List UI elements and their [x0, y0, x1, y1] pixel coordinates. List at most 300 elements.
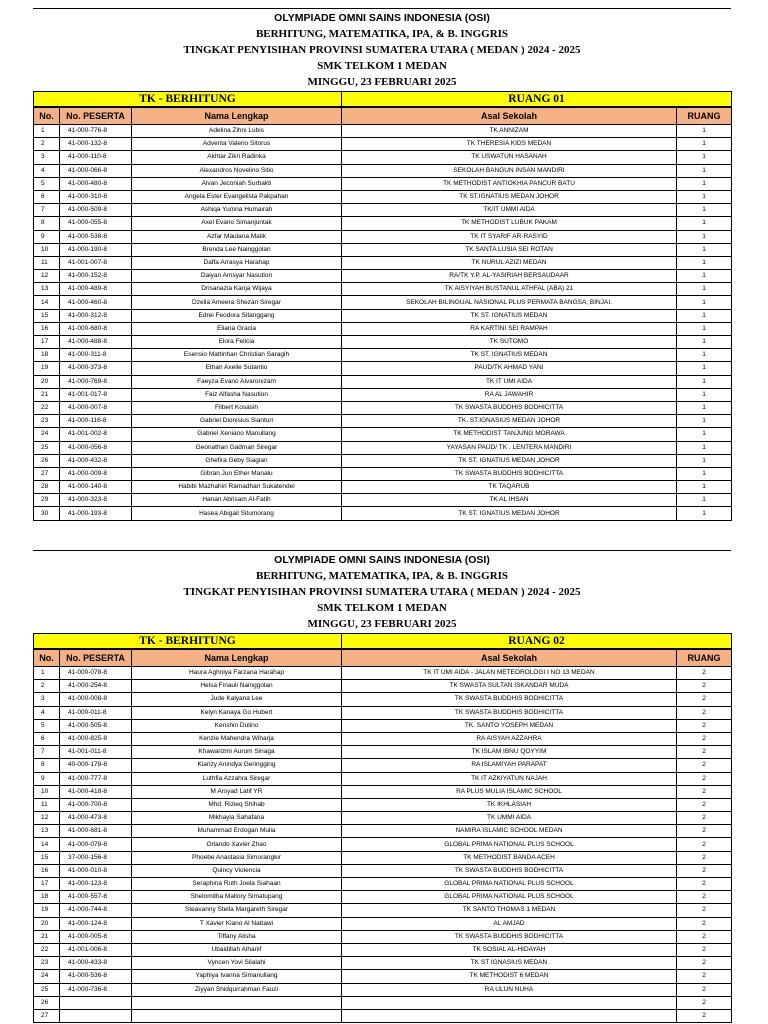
- table-row: [34, 362, 732, 375]
- room-number: 1: [677, 256, 732, 269]
- subjects-line: BERHITUNG, MATEMATIKA, IPA, & B. INGGRIS: [255, 28, 509, 40]
- row-number: 17: [34, 878, 60, 891]
- participant-number: 41-000-777-8: [60, 772, 132, 785]
- participant-name: Vyncen Yovi Silalahi: [132, 957, 342, 970]
- category-room-banner: [33, 91, 732, 107]
- school-name: TK ST.IGNATIUS MEDAN JOHOR: [342, 190, 677, 203]
- room-number: 2: [677, 798, 732, 811]
- school-name: TK IT AZKIYATUN NAJAH: [342, 772, 677, 785]
- participant-table: [33, 107, 732, 521]
- row-number: 15: [34, 851, 60, 864]
- school-name: [342, 1009, 677, 1022]
- school-name: TK THERESIA KIDS MEDAN: [342, 138, 677, 151]
- school-name: TK IT UMI AIDA - JALAN METEOROLOGI I NO 13 MEDAN: [342, 667, 677, 680]
- room-number: 1: [677, 507, 732, 520]
- participant-name: Angela Ester Evangelista Pakpahan: [132, 190, 342, 203]
- table-row: [34, 996, 732, 1009]
- school-name: TK METHODIST 6 MEDAN: [342, 970, 677, 983]
- table-row: [34, 706, 732, 719]
- participant-name: Kelyn Kanaya Go Hubert: [132, 706, 342, 719]
- event-title: OLYMPIADE OMNI SAINS INDONESIA (OSI): [274, 12, 490, 24]
- participant-number: 41-000-066-8: [60, 164, 132, 177]
- col-peserta-header: No. PESERTA: [60, 650, 132, 667]
- participant-number: 37-000-156-8: [60, 851, 132, 864]
- participant-number: 41-000-010-8: [60, 864, 132, 877]
- participant-name: Ubaidillah Alhanif: [132, 943, 342, 956]
- col-nama-header: Nama Lengkap: [132, 650, 342, 667]
- participant-name: Brenda Lee Nainggolan: [132, 243, 342, 256]
- participant-number: 41-000-009-8: [60, 467, 132, 480]
- room-number: 1: [677, 164, 732, 177]
- room-number: 1: [677, 296, 732, 309]
- participant-number: 41-000-190-8: [60, 243, 132, 256]
- participant-number: 41-000-460-8: [60, 296, 132, 309]
- row-number: 5: [34, 177, 60, 190]
- room-number: 2: [677, 667, 732, 680]
- school-name: TK SANTA LUSIA SEI ROTAN: [342, 243, 677, 256]
- row-number: 11: [34, 798, 60, 811]
- room-number: 1: [677, 441, 732, 454]
- table-row: [34, 957, 732, 970]
- participant-name: Elora Felicia: [132, 336, 342, 349]
- participant-name: Daiyan Amsyar Nasution: [132, 270, 342, 283]
- participant-number: 41-000-489-8: [60, 283, 132, 296]
- school-name: NAMIRA ISLAMIC SCHOOL MEDAN: [342, 825, 677, 838]
- room-number: 2: [677, 1009, 732, 1022]
- row-number: 26: [34, 454, 60, 467]
- participant-number: 41-000-700-8: [60, 798, 132, 811]
- participant-number: 41-000-680-8: [60, 322, 132, 335]
- participant-name: Haura Aghniya Farzana Harahap: [132, 667, 342, 680]
- participant-name: Daffa Arrasya Harahap: [132, 256, 342, 269]
- school-name: TK ST. IGNATIUS MEDAN JOHOR: [342, 507, 677, 520]
- table-row: [34, 772, 732, 785]
- room-number: 1: [677, 375, 732, 388]
- participant-name: Eliana Gracia: [132, 322, 342, 335]
- table-row: [34, 322, 732, 335]
- school-name: TK METHODIST ANTIOKHIA PANCUR BATU: [342, 177, 677, 190]
- table-row: [34, 983, 732, 996]
- school-name: TK SOSIAL AL-HIDAYAH: [342, 943, 677, 956]
- participant-name: Adventa Valerio Sitorus: [132, 138, 342, 151]
- row-number: 2: [34, 138, 60, 151]
- row-number: 8: [34, 759, 60, 772]
- room-number: 1: [677, 125, 732, 138]
- row-number: 8: [34, 217, 60, 230]
- participant-name: Quincy Violencia: [132, 864, 342, 877]
- participant-number: 41-000-769-8: [60, 375, 132, 388]
- participant-number: 41-000-505-8: [60, 719, 132, 732]
- participant-number: 41-000-110-8: [60, 151, 132, 164]
- table-row: [34, 917, 732, 930]
- school-name: SEKOLAH BANGUN INSAN MANDIRI: [342, 164, 677, 177]
- row-number: 9: [34, 230, 60, 243]
- table-row: [34, 851, 732, 864]
- room-number: 2: [677, 838, 732, 851]
- participant-name: Alvan Jeconiah Surbakti: [132, 177, 342, 190]
- table-row: [34, 270, 732, 283]
- table-row: [34, 878, 732, 891]
- participant-number: 41-000-005-8: [60, 930, 132, 943]
- room-number: 1: [677, 138, 732, 151]
- participant-number: 41-000-311-8: [60, 349, 132, 362]
- school-name: RA ULUN NUHA: [342, 983, 677, 996]
- participant-name: Geonathan Gadman Siregar: [132, 441, 342, 454]
- participant-name: Seraphina Ruth Joela Siahaan: [132, 878, 342, 891]
- row-number: 30: [34, 507, 60, 520]
- row-number: 13: [34, 283, 60, 296]
- room-number: 1: [677, 467, 732, 480]
- participant-number: 41-000-116-8: [60, 415, 132, 428]
- row-number: 23: [34, 415, 60, 428]
- participant-number: 41-000-323-8: [60, 494, 132, 507]
- participant-number: 41-000-538-8: [60, 230, 132, 243]
- category-label: TK - BERHITUNG: [34, 92, 342, 107]
- participant-number: 41-000-480-8: [60, 177, 132, 190]
- participant-number: 41-000-373-8: [60, 362, 132, 375]
- table-row: [34, 309, 732, 322]
- table-row: [34, 838, 732, 851]
- col-sekolah-header: Asal Sekolah: [342, 108, 677, 125]
- row-number: 26: [34, 996, 60, 1009]
- school-name: TK IT SYARIF AR-RASYID: [342, 230, 677, 243]
- participant-name: Dzelia Ameera Shezan Siregar: [132, 296, 342, 309]
- school-name: GLOBAL PRIMA NATIONAL PLUS SCHOOL: [342, 891, 677, 904]
- table-row: [34, 177, 732, 190]
- participant-number: 41-001-002-8: [60, 428, 132, 441]
- row-number: 29: [34, 494, 60, 507]
- participant-name: Luthfia Azzahra Siregar: [132, 772, 342, 785]
- row-number: 16: [34, 322, 60, 335]
- participant-number: 41-000-011-8: [60, 706, 132, 719]
- table-row: [34, 798, 732, 811]
- top-divider: [33, 550, 731, 551]
- school-name: TK. SANTO YOSEPH MEDAN: [342, 719, 677, 732]
- room-number: 2: [677, 983, 732, 996]
- participant-name: Phoebe Anastasia Simorangkir: [132, 851, 342, 864]
- participant-name: Mikhayla Sahafana: [132, 812, 342, 825]
- table-row: [34, 441, 732, 454]
- room-number: 2: [677, 970, 732, 983]
- participant-name: M Arsyad Latif YR: [132, 785, 342, 798]
- room-number: 2: [677, 680, 732, 693]
- table-row: [34, 336, 732, 349]
- school-name: [342, 996, 677, 1009]
- row-number: 5: [34, 719, 60, 732]
- participant-name: Helsa Finauli Nainggolan: [132, 680, 342, 693]
- school-name: RA PLUS MULIA ISLAMIC SCHOOL: [342, 785, 677, 798]
- room-number: 2: [677, 732, 732, 745]
- school-name: TK SWASTA BUDDHIS BODHICITTA: [342, 693, 677, 706]
- school-name: TK METHODIST BANDA ACEH: [342, 851, 677, 864]
- participant-number: 41-001-017-8: [60, 388, 132, 401]
- participant-name: Shelomitha Mallory Simatupang: [132, 891, 342, 904]
- room-section-1: [33, 8, 731, 521]
- school-name: TK SWASTA BUDDHIS BODHICITTA: [342, 467, 677, 480]
- participant-name: Alexandros Novelino Sitio: [132, 164, 342, 177]
- school-name: TK ANNIZAM: [342, 125, 677, 138]
- participant-name: Ashiqa Yumna Humairah: [132, 204, 342, 217]
- room-number: 2: [677, 943, 732, 956]
- row-number: 3: [34, 693, 60, 706]
- school-name: TK UMMI AIDA: [342, 812, 677, 825]
- participant-number: 41-000-055-8: [60, 217, 132, 230]
- participant-name: Drisanazia Kanja Wijaya: [132, 283, 342, 296]
- participant-table: [33, 649, 732, 1023]
- participant-name: Gabriel Xeniano Manullang: [132, 428, 342, 441]
- participant-name: Faiz Alfasha Nasution: [132, 388, 342, 401]
- table-row: [34, 138, 732, 151]
- row-number: 22: [34, 943, 60, 956]
- school-name: RA AL JAWAHIR: [342, 388, 677, 401]
- date-line: MINGGU, 23 FEBRUARI 2025: [307, 618, 457, 630]
- table-row: [34, 864, 732, 877]
- participant-name: Khawarizmi Aurum Sinaga: [132, 746, 342, 759]
- participant-name: [132, 1009, 342, 1022]
- participant-name: Ghefira Geby Siagian: [132, 454, 342, 467]
- category-room-banner: [33, 633, 732, 649]
- table-row: [34, 891, 732, 904]
- participant-number: 41-000-254-8: [60, 680, 132, 693]
- school-name: TK SWASTA BUDDHIS BODHICITTA: [342, 930, 677, 943]
- participant-name: Kenzie Mahendra Wiharja: [132, 732, 342, 745]
- participant-name: Faeyza Evano Alvaronizam: [132, 375, 342, 388]
- school-name: TK AISYIYAH BUSTANUL ATHFAL (ABA) 21: [342, 283, 677, 296]
- school-name: RA ISLAMIYAH PARAPAT: [342, 759, 677, 772]
- room-number: 1: [677, 177, 732, 190]
- participant-number: 41-000-079-8: [60, 838, 132, 851]
- table-row: [34, 825, 732, 838]
- participant-number: 41-000-744-8: [60, 904, 132, 917]
- participant-name: Gibran Jun Ether Manalu: [132, 467, 342, 480]
- room-number: 2: [677, 772, 732, 785]
- room-number: 2: [677, 996, 732, 1009]
- participant-number: 41-000-509-8: [60, 204, 132, 217]
- row-number: 25: [34, 441, 60, 454]
- row-number: 10: [34, 785, 60, 798]
- participant-number: 41-000-132-8: [60, 138, 132, 151]
- row-number: 18: [34, 349, 60, 362]
- room-number: 1: [677, 349, 732, 362]
- room-number: 1: [677, 481, 732, 494]
- document-header: [33, 11, 731, 90]
- room-number: 2: [677, 719, 732, 732]
- row-number: 3: [34, 151, 60, 164]
- table-row: [34, 494, 732, 507]
- row-number: 18: [34, 891, 60, 904]
- participant-number: 41-000-123-8: [60, 878, 132, 891]
- row-number: 27: [34, 1009, 60, 1022]
- room-number: 1: [677, 494, 732, 507]
- school-name: TK SWASTA SULTAN ISKANDAR MUDA: [342, 680, 677, 693]
- participant-number: 41-000-152-8: [60, 270, 132, 283]
- row-number: 6: [34, 190, 60, 203]
- participant-number: 41-000-557-8: [60, 891, 132, 904]
- participant-name: Yaphiya Ivanna Simanullang: [132, 970, 342, 983]
- row-number: 19: [34, 904, 60, 917]
- row-number: 12: [34, 812, 60, 825]
- col-ruang-header: RUANG: [677, 108, 732, 125]
- row-number: 4: [34, 706, 60, 719]
- table-row: [34, 454, 732, 467]
- row-number: 21: [34, 388, 60, 401]
- room-number: 2: [677, 746, 732, 759]
- table-row: [34, 428, 732, 441]
- row-number: 17: [34, 336, 60, 349]
- school-name: TK TAQARUB: [342, 481, 677, 494]
- table-row: [34, 415, 732, 428]
- row-number: 11: [34, 256, 60, 269]
- table-row: [34, 759, 732, 772]
- participant-name: Habibi Mazhahiri Ramadhan Sukatendel: [132, 481, 342, 494]
- row-number: 13: [34, 825, 60, 838]
- table-row: [34, 217, 732, 230]
- school-name: RA KARTINI SEI RAMPAH: [342, 322, 677, 335]
- top-divider: [33, 8, 731, 9]
- school-name: TK ST IGNASIUS MEDAN: [342, 957, 677, 970]
- school-name: TK SWASTA BUDDHIS BODHICITTA: [342, 864, 677, 877]
- row-number: 10: [34, 243, 60, 256]
- row-number: 9: [34, 772, 60, 785]
- school-name: TK METHODIST TANJUNG MORAWA: [342, 428, 677, 441]
- participant-name: Axel Evano Simanjuntak: [132, 217, 342, 230]
- room-number: 1: [677, 454, 732, 467]
- table-row: [34, 125, 732, 138]
- room-number: 1: [677, 283, 732, 296]
- col-peserta-header: No. PESERTA: [60, 108, 132, 125]
- participant-number: [60, 1009, 132, 1022]
- row-number: 20: [34, 375, 60, 388]
- room-number: 2: [677, 693, 732, 706]
- row-number: 4: [34, 164, 60, 177]
- participant-name: Akhtar Zikri Radinka: [132, 151, 342, 164]
- participant-name: [132, 996, 342, 1009]
- room-number: 2: [677, 851, 732, 864]
- row-number: 2: [34, 680, 60, 693]
- table-row: [34, 151, 732, 164]
- room-number: 1: [677, 336, 732, 349]
- table-row: [34, 243, 732, 256]
- participant-number: 41-000-310-8: [60, 190, 132, 203]
- row-number: 16: [34, 864, 60, 877]
- school-name: TK/IT UMMI AIDA: [342, 204, 677, 217]
- participant-number: 41-000-418-8: [60, 785, 132, 798]
- table-row: [34, 388, 732, 401]
- table-row: [34, 904, 732, 917]
- school-name: TK METHODIST LUBUK PAKAM: [342, 217, 677, 230]
- table-row: [34, 943, 732, 956]
- table-row: [34, 667, 732, 680]
- row-number: 1: [34, 667, 60, 680]
- room-number: 1: [677, 270, 732, 283]
- participant-number: 40-000-179-8: [60, 759, 132, 772]
- room-section-2: [33, 550, 731, 1023]
- participant-number: 41-000-008-8: [60, 693, 132, 706]
- participant-name: Hanan Abrisam Al-Fatih: [132, 494, 342, 507]
- event-title: OLYMPIADE OMNI SAINS INDONESIA (OSI): [274, 554, 490, 566]
- school-name: AL AMJAD: [342, 917, 677, 930]
- col-no-header: No.: [34, 108, 60, 125]
- row-number: 12: [34, 270, 60, 283]
- participant-number: 41-000-124-8: [60, 917, 132, 930]
- participant-number: 41-001-007-8: [60, 256, 132, 269]
- room-number: 1: [677, 230, 732, 243]
- row-number: 21: [34, 930, 60, 943]
- school-name: TK SWASTA BUDDHIS BODHICITTA: [342, 706, 677, 719]
- row-number: 1: [34, 125, 60, 138]
- participant-number: 41-000-078-8: [60, 667, 132, 680]
- participant-number: 41-000-312-8: [60, 309, 132, 322]
- table-row: [34, 970, 732, 983]
- participant-number: 41-000-736-8: [60, 983, 132, 996]
- room-number: 1: [677, 309, 732, 322]
- room-label: RUANG 01: [342, 92, 732, 107]
- participant-name: Tiffany Alisha: [132, 930, 342, 943]
- room-number: 1: [677, 415, 732, 428]
- school-name: PAUD/TK AHMAD YANI: [342, 362, 677, 375]
- school-name: YAYASAN PAUD/ TK . LENTERA MANDIRI: [342, 441, 677, 454]
- room-number: 1: [677, 388, 732, 401]
- table-row: [34, 164, 732, 177]
- participant-number: 41-000-681-8: [60, 825, 132, 838]
- participant-number: 41-000-536-8: [60, 970, 132, 983]
- room-number: 2: [677, 785, 732, 798]
- row-number: 24: [34, 970, 60, 983]
- table-row: [34, 746, 732, 759]
- table-row: [34, 680, 732, 693]
- participant-number: 41-000-007-8: [60, 401, 132, 414]
- table-row: [34, 732, 732, 745]
- venue-line: SMK TELKOM 1 MEDAN: [317, 602, 447, 614]
- row-number: 23: [34, 957, 60, 970]
- row-number: 15: [34, 309, 60, 322]
- participant-number: 41-000-433-8: [60, 957, 132, 970]
- participant-number: [60, 996, 132, 1009]
- participant-number: 41-000-776-8: [60, 125, 132, 138]
- venue-line: SMK TELKOM 1 MEDAN: [317, 60, 447, 72]
- participant-number: 41-000-488-8: [60, 336, 132, 349]
- participant-name: Edrei Feodora Sitanggang: [132, 309, 342, 322]
- table-row: [34, 283, 732, 296]
- participant-name: T Xavier Kiano Al Nabawi: [132, 917, 342, 930]
- participant-name: Adelina Zihni Lubis: [132, 125, 342, 138]
- table-row: [34, 375, 732, 388]
- school-name: TK SWASTA BUDDHIS BODHICITTA: [342, 401, 677, 414]
- table-row: [34, 507, 732, 520]
- subjects-line: BERHITUNG, MATEMATIKA, IPA, & B. INGGRIS: [255, 570, 509, 582]
- school-name: TK IT UMI AIDA: [342, 375, 677, 388]
- col-nama-header: Nama Lengkap: [132, 108, 342, 125]
- level-line: TINGKAT PENYISIHAN PROVINSI SUMATERA UTARA ( MEDAN ) 2024 - 2025: [183, 586, 581, 598]
- participant-number: 41-000-825-8: [60, 732, 132, 745]
- row-number: 14: [34, 838, 60, 851]
- participant-name: Orlando Xavier Zhao: [132, 838, 342, 851]
- participant-name: Ziyyan Shidqurrahman Fauzi: [132, 983, 342, 996]
- school-name: TK ST. IGNATIUS MEDAN JOHOR: [342, 454, 677, 467]
- room-number: 2: [677, 878, 732, 891]
- room-number: 2: [677, 904, 732, 917]
- school-name: TK IKHLASIAH: [342, 798, 677, 811]
- school-name: TK SUTOMO: [342, 336, 677, 349]
- room-number: 2: [677, 825, 732, 838]
- school-name: TK USWATUN HASANAH: [342, 151, 677, 164]
- participant-number: 41-000-140-8: [60, 481, 132, 494]
- room-number: 2: [677, 864, 732, 877]
- table-row: [34, 190, 732, 203]
- school-name: TK SANTO THOMAS 1 MEDAN: [342, 904, 677, 917]
- table-row: [34, 230, 732, 243]
- row-number: 27: [34, 467, 60, 480]
